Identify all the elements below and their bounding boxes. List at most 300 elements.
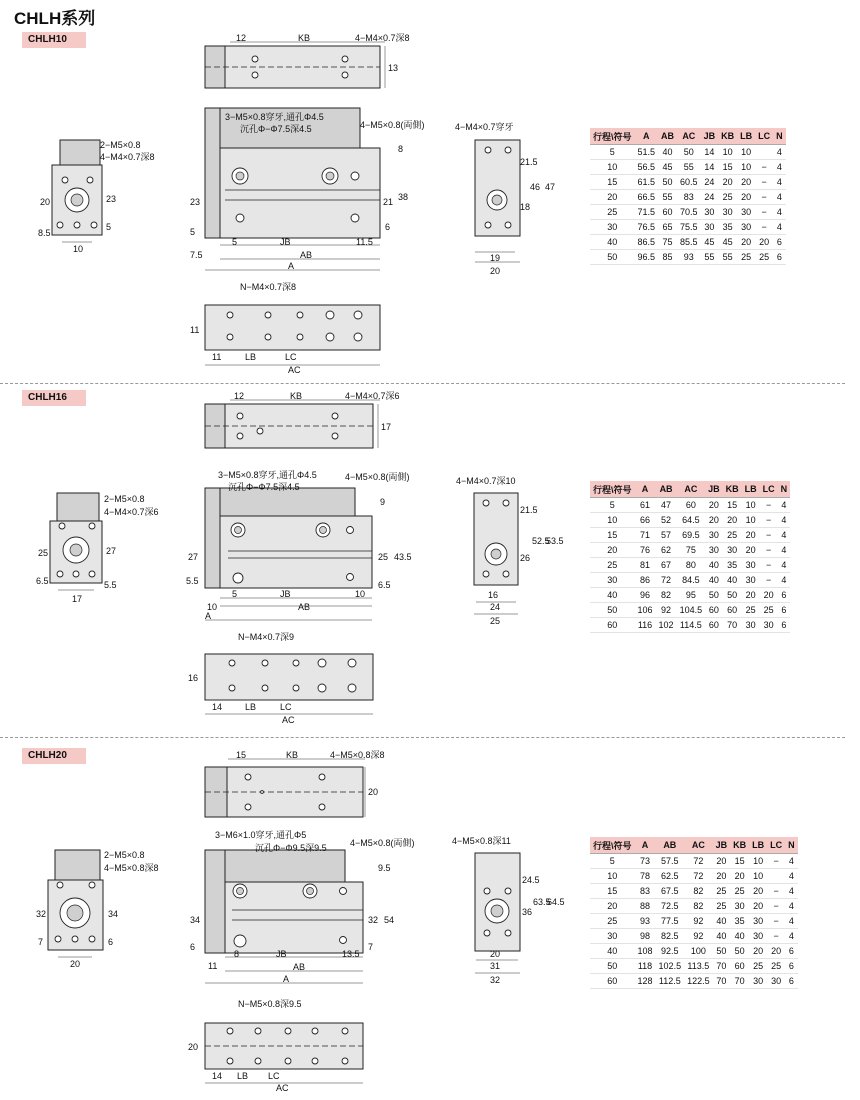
table-cell: 4 (773, 160, 786, 175)
table-cell: 20 (755, 235, 773, 250)
dim-label: 5 (232, 589, 238, 599)
section-tag: CHLH20 (22, 748, 86, 764)
table-cell: 55 (718, 250, 737, 265)
side-view (190, 829, 415, 984)
table-cell: 82 (684, 899, 713, 914)
dim-label: 9 (380, 497, 386, 507)
table-cell: 30 (705, 543, 723, 558)
table-cell: 60 (590, 974, 635, 989)
top-view (205, 33, 410, 88)
table-cell (767, 869, 785, 884)
table-cell: 20 (723, 513, 742, 528)
table-row (590, 220, 786, 235)
dim-label: AB (300, 250, 313, 260)
table-cell: 6 (785, 974, 798, 989)
dim-label: 6.5 (36, 576, 49, 586)
table-cell: 80 (677, 558, 706, 573)
table-cell: 6 (778, 618, 791, 633)
table-cell: 20 (749, 899, 767, 914)
dim-label: 63.5 (533, 897, 551, 907)
table-cell: 85.5 (677, 235, 701, 250)
table-cell: 6 (785, 944, 798, 959)
table-header-cell: 行程\符号 (590, 837, 635, 854)
dim-label: 10 (73, 244, 84, 254)
dim-label: LB (245, 352, 257, 362)
table-cell: 4 (785, 914, 798, 929)
table-header-cell: LB (737, 128, 755, 145)
dim-label: A (283, 974, 290, 984)
table-cell: 45 (701, 235, 719, 250)
dim-label: 24 (490, 602, 501, 612)
table-cell: 20 (742, 528, 760, 543)
dim-label: 21.5 (520, 505, 538, 515)
table-header-cell: JB (705, 481, 723, 498)
table-row (590, 498, 790, 513)
table-cell: 102 (656, 618, 677, 633)
table-cell: 113.5 (684, 959, 713, 974)
dim-label: N−M5×0.8深9.5 (238, 999, 302, 1009)
table-cell: 50 (705, 588, 723, 603)
dim-label: 4−M5×0.8(両側) (345, 472, 410, 482)
dim-label: 5.5 (104, 580, 117, 590)
table-cell: 20 (737, 235, 755, 250)
dim-label: 17 (72, 594, 83, 604)
dim-label: 43.5 (394, 552, 412, 562)
table-cell: 72 (684, 869, 713, 884)
dim-label: 2−M5×0.8 (100, 140, 141, 150)
dim-label: 6 (108, 937, 114, 947)
table-cell: 6 (778, 603, 791, 618)
dim-label: 19 (490, 253, 501, 263)
dim-label: LC (280, 702, 292, 712)
table-cell: 4 (773, 145, 786, 160)
table-cell: 75 (658, 235, 677, 250)
table-cell: 86 (635, 573, 656, 588)
table-cell: 25 (730, 884, 749, 899)
table-cell: 60 (723, 603, 742, 618)
dim-label: 10 (207, 602, 218, 612)
dim-label: 3−M5×0.8穿牙,通孔Φ4.5 (218, 470, 317, 480)
dim-label: 46 (530, 182, 541, 192)
table-row (590, 543, 790, 558)
table-cell: 20 (742, 588, 760, 603)
table-row (590, 869, 798, 884)
table-cell: 20 (742, 543, 760, 558)
dim-label: 31 (490, 961, 501, 971)
table-row (590, 513, 790, 528)
dim-label: A (205, 611, 212, 621)
dim-label: 沉孔Φ−Φ7.5深4.5 (240, 124, 312, 134)
table-cell: 60 (705, 618, 723, 633)
table-cell: − (767, 854, 785, 869)
table-header-cell: KB (723, 481, 742, 498)
dim-label: 34 (108, 909, 119, 919)
table-cell: 30 (590, 220, 635, 235)
table-cell: 60 (677, 498, 706, 513)
side-view (190, 108, 425, 271)
table-header-row (590, 837, 798, 854)
end-view-right (456, 476, 564, 626)
table-row (590, 235, 786, 250)
table-cell: 76 (635, 543, 656, 558)
table-row (590, 175, 786, 190)
dim-label: 14 (212, 1071, 223, 1081)
table-cell: 51.5 (635, 145, 659, 160)
table-cell: 5 (590, 498, 635, 513)
dim-label: 14 (212, 702, 223, 712)
table-cell: 67 (656, 558, 677, 573)
table-cell: 15 (723, 498, 742, 513)
dim-label: 17 (381, 422, 392, 432)
dim-label: 6 (385, 222, 391, 232)
table-cell: 92 (684, 929, 713, 944)
table-cell: 20 (590, 543, 635, 558)
spec-table-chlh10 (590, 128, 786, 265)
table-header-cell: LB (749, 837, 767, 854)
dim-label: 10 (355, 589, 366, 599)
dim-label: AC (282, 715, 295, 725)
dim-label: 32 (36, 909, 47, 919)
table-cell: 64.5 (677, 513, 706, 528)
dim-label: AC (288, 365, 301, 375)
dim-label: 13.5 (342, 949, 360, 959)
table-cell: 14 (701, 160, 719, 175)
dim-label: 5 (232, 237, 238, 247)
dim-label: 11 (212, 352, 222, 362)
table-cell: 50 (658, 175, 677, 190)
dim-label: 38 (398, 192, 409, 202)
table-cell: 128 (635, 974, 656, 989)
table-cell: 57.5 (656, 854, 685, 869)
table-cell: 24 (701, 190, 719, 205)
dim-label: AC (276, 1083, 289, 1093)
dim-label: 12 (236, 33, 247, 43)
table-cell: 15 (590, 884, 635, 899)
table-row (590, 573, 790, 588)
table-cell: 25 (749, 959, 767, 974)
table-header-cell: N (778, 481, 791, 498)
table-cell: 77.5 (656, 914, 685, 929)
table-cell: 4 (773, 190, 786, 205)
table-cell: 57 (656, 528, 677, 543)
table-cell: 35 (730, 914, 749, 929)
table-cell: 30 (760, 618, 778, 633)
dim-label: 53.5 (546, 536, 564, 546)
table-cell: 60 (658, 205, 677, 220)
table-cell: 25 (755, 250, 773, 265)
table-header-cell: KB (718, 128, 737, 145)
table-row (590, 205, 786, 220)
dim-label: 20 (490, 949, 501, 959)
table-cell: 25 (590, 205, 635, 220)
table-cell: 10 (718, 145, 737, 160)
end-view-left (36, 850, 159, 969)
table-cell: 5 (590, 145, 635, 160)
table-cell: 20 (590, 190, 635, 205)
table-cell: 20 (713, 869, 731, 884)
dim-label: 11 (190, 325, 200, 335)
table-cell: 20 (718, 175, 737, 190)
table-cell: 40 (713, 914, 731, 929)
table-cell: 40 (590, 235, 635, 250)
dim-label: 27 (188, 552, 199, 562)
table-cell: 20 (749, 884, 767, 899)
table-cell: 4 (773, 175, 786, 190)
table-cell: 25 (713, 884, 731, 899)
table-cell: 66.5 (635, 190, 659, 205)
table-row (590, 899, 798, 914)
table-header-row (590, 481, 790, 498)
table-cell: 5 (590, 854, 635, 869)
table-cell: 83 (677, 190, 701, 205)
table-cell: 62 (656, 543, 677, 558)
end-view-right (452, 836, 565, 985)
table-cell: 82 (684, 884, 713, 899)
table-cell: 72 (684, 854, 713, 869)
table-row (590, 914, 798, 929)
table-cell: 106 (635, 603, 656, 618)
table-cell: − (767, 914, 785, 929)
table-header-cell: AB (658, 128, 677, 145)
table-cell: 70 (713, 959, 731, 974)
table-cell: 25 (590, 558, 635, 573)
table-cell: 25 (723, 528, 742, 543)
table-row (590, 944, 798, 959)
table-cell: 50 (713, 944, 731, 959)
table-cell: 76.5 (635, 220, 659, 235)
table-cell: 118 (635, 959, 656, 974)
table-cell: 30 (590, 929, 635, 944)
table-cell: 30 (742, 618, 760, 633)
table-cell: − (755, 160, 773, 175)
table-cell: 4 (785, 854, 798, 869)
table-cell: − (760, 573, 778, 588)
dim-label: 32 (368, 915, 379, 925)
table-cell: 10 (742, 498, 760, 513)
table-cell: 20 (705, 513, 723, 528)
table-cell: 30 (701, 220, 719, 235)
table-cell: 15 (590, 528, 635, 543)
table-row (590, 974, 798, 989)
table-cell: 88 (635, 899, 656, 914)
table-cell: 52 (656, 513, 677, 528)
dim-label: 5 (190, 227, 196, 237)
table-header-cell: KB (730, 837, 749, 854)
table-cell: 30 (742, 558, 760, 573)
table-cell: 75 (677, 543, 706, 558)
table-cell: 4 (778, 543, 791, 558)
table-cell: 30 (705, 528, 723, 543)
dim-label: A (288, 261, 295, 271)
table-cell: 60 (730, 959, 749, 974)
top-view (205, 391, 400, 448)
table-cell: 67.5 (656, 884, 685, 899)
section-tag: CHLH16 (22, 390, 86, 406)
table-cell: 60.5 (677, 175, 701, 190)
table-cell: 40 (705, 573, 723, 588)
table-cell: 30 (701, 205, 719, 220)
table-cell: 20 (737, 190, 755, 205)
dim-label: AB (293, 962, 306, 972)
dim-label: 26 (520, 553, 531, 563)
table-cell: 40 (723, 573, 742, 588)
table-cell: 86.5 (635, 235, 659, 250)
table-row (590, 603, 790, 618)
dim-label: 20 (40, 197, 51, 207)
bottom-view (190, 282, 380, 375)
dim-label: 11.5 (356, 237, 373, 247)
table-cell: 93 (677, 250, 701, 265)
table-cell: 104.5 (677, 603, 706, 618)
table-cell: 10 (590, 869, 635, 884)
table-row (590, 588, 790, 603)
table-cell: 30 (723, 543, 742, 558)
table-row (590, 160, 786, 175)
table-header-cell: A (635, 837, 656, 854)
table-cell: 30 (590, 573, 635, 588)
table-cell: − (760, 498, 778, 513)
table-cell: 4 (778, 528, 791, 543)
dim-label: 64.5 (547, 897, 565, 907)
table-cell: 20 (749, 944, 767, 959)
dim-label: KB (286, 750, 299, 760)
table-cell: − (767, 884, 785, 899)
table-cell: 75.5 (677, 220, 701, 235)
table-cell: 71.5 (635, 205, 659, 220)
dim-label: 47 (545, 182, 556, 192)
table-cell: − (760, 558, 778, 573)
dim-label: N−M4×0.7深8 (240, 282, 297, 292)
table-cell: − (760, 528, 778, 543)
table-cell: 45 (658, 160, 677, 175)
table-cell: 102.5 (656, 959, 685, 974)
table-cell: 25 (767, 959, 785, 974)
table-cell: 20 (730, 869, 749, 884)
dim-label: 32 (490, 975, 501, 985)
table-cell: 93 (635, 914, 656, 929)
table-cell: 25 (590, 914, 635, 929)
table-cell: − (755, 220, 773, 235)
table-cell: 70.5 (677, 205, 701, 220)
table-cell: 60 (705, 603, 723, 618)
dim-label: 8.5 (38, 228, 51, 238)
dim-label: LB (245, 702, 257, 712)
dim-label: 3−M5×0.8穿牙,通孔Φ4.5 (225, 112, 324, 122)
table-cell: 95 (677, 588, 706, 603)
dim-label: 36 (522, 907, 533, 917)
table-cell: 30 (737, 220, 755, 235)
table-cell: 85 (658, 250, 677, 265)
dim-label: 25 (378, 552, 389, 562)
dim-label: AB (298, 602, 311, 612)
table-cell: 114.5 (677, 618, 706, 633)
table-cell: 20 (767, 944, 785, 959)
table-row (590, 884, 798, 899)
table-cell: 4 (773, 220, 786, 235)
table-cell: 92 (656, 603, 677, 618)
dim-label: 4−M4×0.7深8 (100, 152, 155, 162)
table-cell: 30 (737, 205, 755, 220)
table-cell: 61.5 (635, 175, 659, 190)
table-header-row (590, 128, 786, 145)
table-header-cell: N (773, 128, 786, 145)
table-row (590, 528, 790, 543)
table-cell: 6 (778, 588, 791, 603)
table-cell: 72 (656, 573, 677, 588)
table-header-cell: AC (677, 128, 701, 145)
dim-label: 25 (38, 548, 49, 558)
table-cell: 25 (713, 899, 731, 914)
table-cell: 15 (590, 175, 635, 190)
table-cell: 71 (635, 528, 656, 543)
table-cell: 40 (658, 145, 677, 160)
dim-label: 4−M5×0.8深8 (104, 863, 159, 873)
table-cell: 15 (718, 160, 737, 175)
dim-label: 34 (190, 915, 201, 925)
table-cell: 10 (737, 145, 755, 160)
table-cell: − (755, 190, 773, 205)
table-cell: 83 (635, 884, 656, 899)
table-cell: 72.5 (656, 899, 685, 914)
table-cell: 10 (749, 854, 767, 869)
table-cell: 35 (718, 220, 737, 235)
dim-label: 54 (384, 915, 395, 925)
table-cell: 40 (590, 944, 635, 959)
table-cell: 10 (590, 513, 635, 528)
dim-label: 21 (383, 197, 394, 207)
table-cell: 10 (742, 513, 760, 528)
table-cell: 4 (785, 869, 798, 884)
dim-label: 4−M4×0.7深8 (355, 33, 410, 43)
dim-label: 20 (490, 266, 501, 276)
table-cell: 73 (635, 854, 656, 869)
table-cell: 10 (749, 869, 767, 884)
table-cell: 50 (730, 944, 749, 959)
table-cell: − (767, 929, 785, 944)
dim-label: 4−M5×0.8深8 (330, 750, 385, 760)
dim-label: 3−M6×1.0穿牙,通孔Φ5 (215, 830, 307, 840)
table-header-cell: AC (684, 837, 713, 854)
dim-label: 4−M5×0.8深11 (452, 836, 511, 846)
table-cell: 40 (713, 929, 731, 944)
table-header-cell: 行程\符号 (590, 128, 635, 145)
table-cell: 84.5 (677, 573, 706, 588)
dim-label: 20 (70, 959, 81, 969)
table-cell: 69.5 (677, 528, 706, 543)
table-cell: 50 (590, 959, 635, 974)
end-view-left (38, 140, 155, 254)
spec-table-chlh16 (590, 481, 790, 633)
table-cell: 108 (635, 944, 656, 959)
end-view-right (455, 121, 555, 276)
table-header-cell: LC (760, 481, 778, 498)
table-cell: 45 (718, 235, 737, 250)
dim-label: 52.5 (532, 536, 550, 546)
end-view-left (36, 493, 159, 604)
dim-label: 5.5 (186, 576, 199, 586)
table-header-cell: AB (656, 837, 685, 854)
table-cell: − (760, 513, 778, 528)
dim-label: LC (268, 1071, 280, 1081)
dim-label: 2−M5×0.8 (104, 850, 145, 860)
table-cell: 60 (590, 618, 635, 633)
table-header-cell: LB (742, 481, 760, 498)
table-cell: 55 (701, 250, 719, 265)
table-cell: − (755, 175, 773, 190)
dim-label: 沉孔Φ−Φ9.5深9.5 (255, 843, 327, 853)
table-cell: 15 (730, 854, 749, 869)
table-cell: 25 (718, 190, 737, 205)
